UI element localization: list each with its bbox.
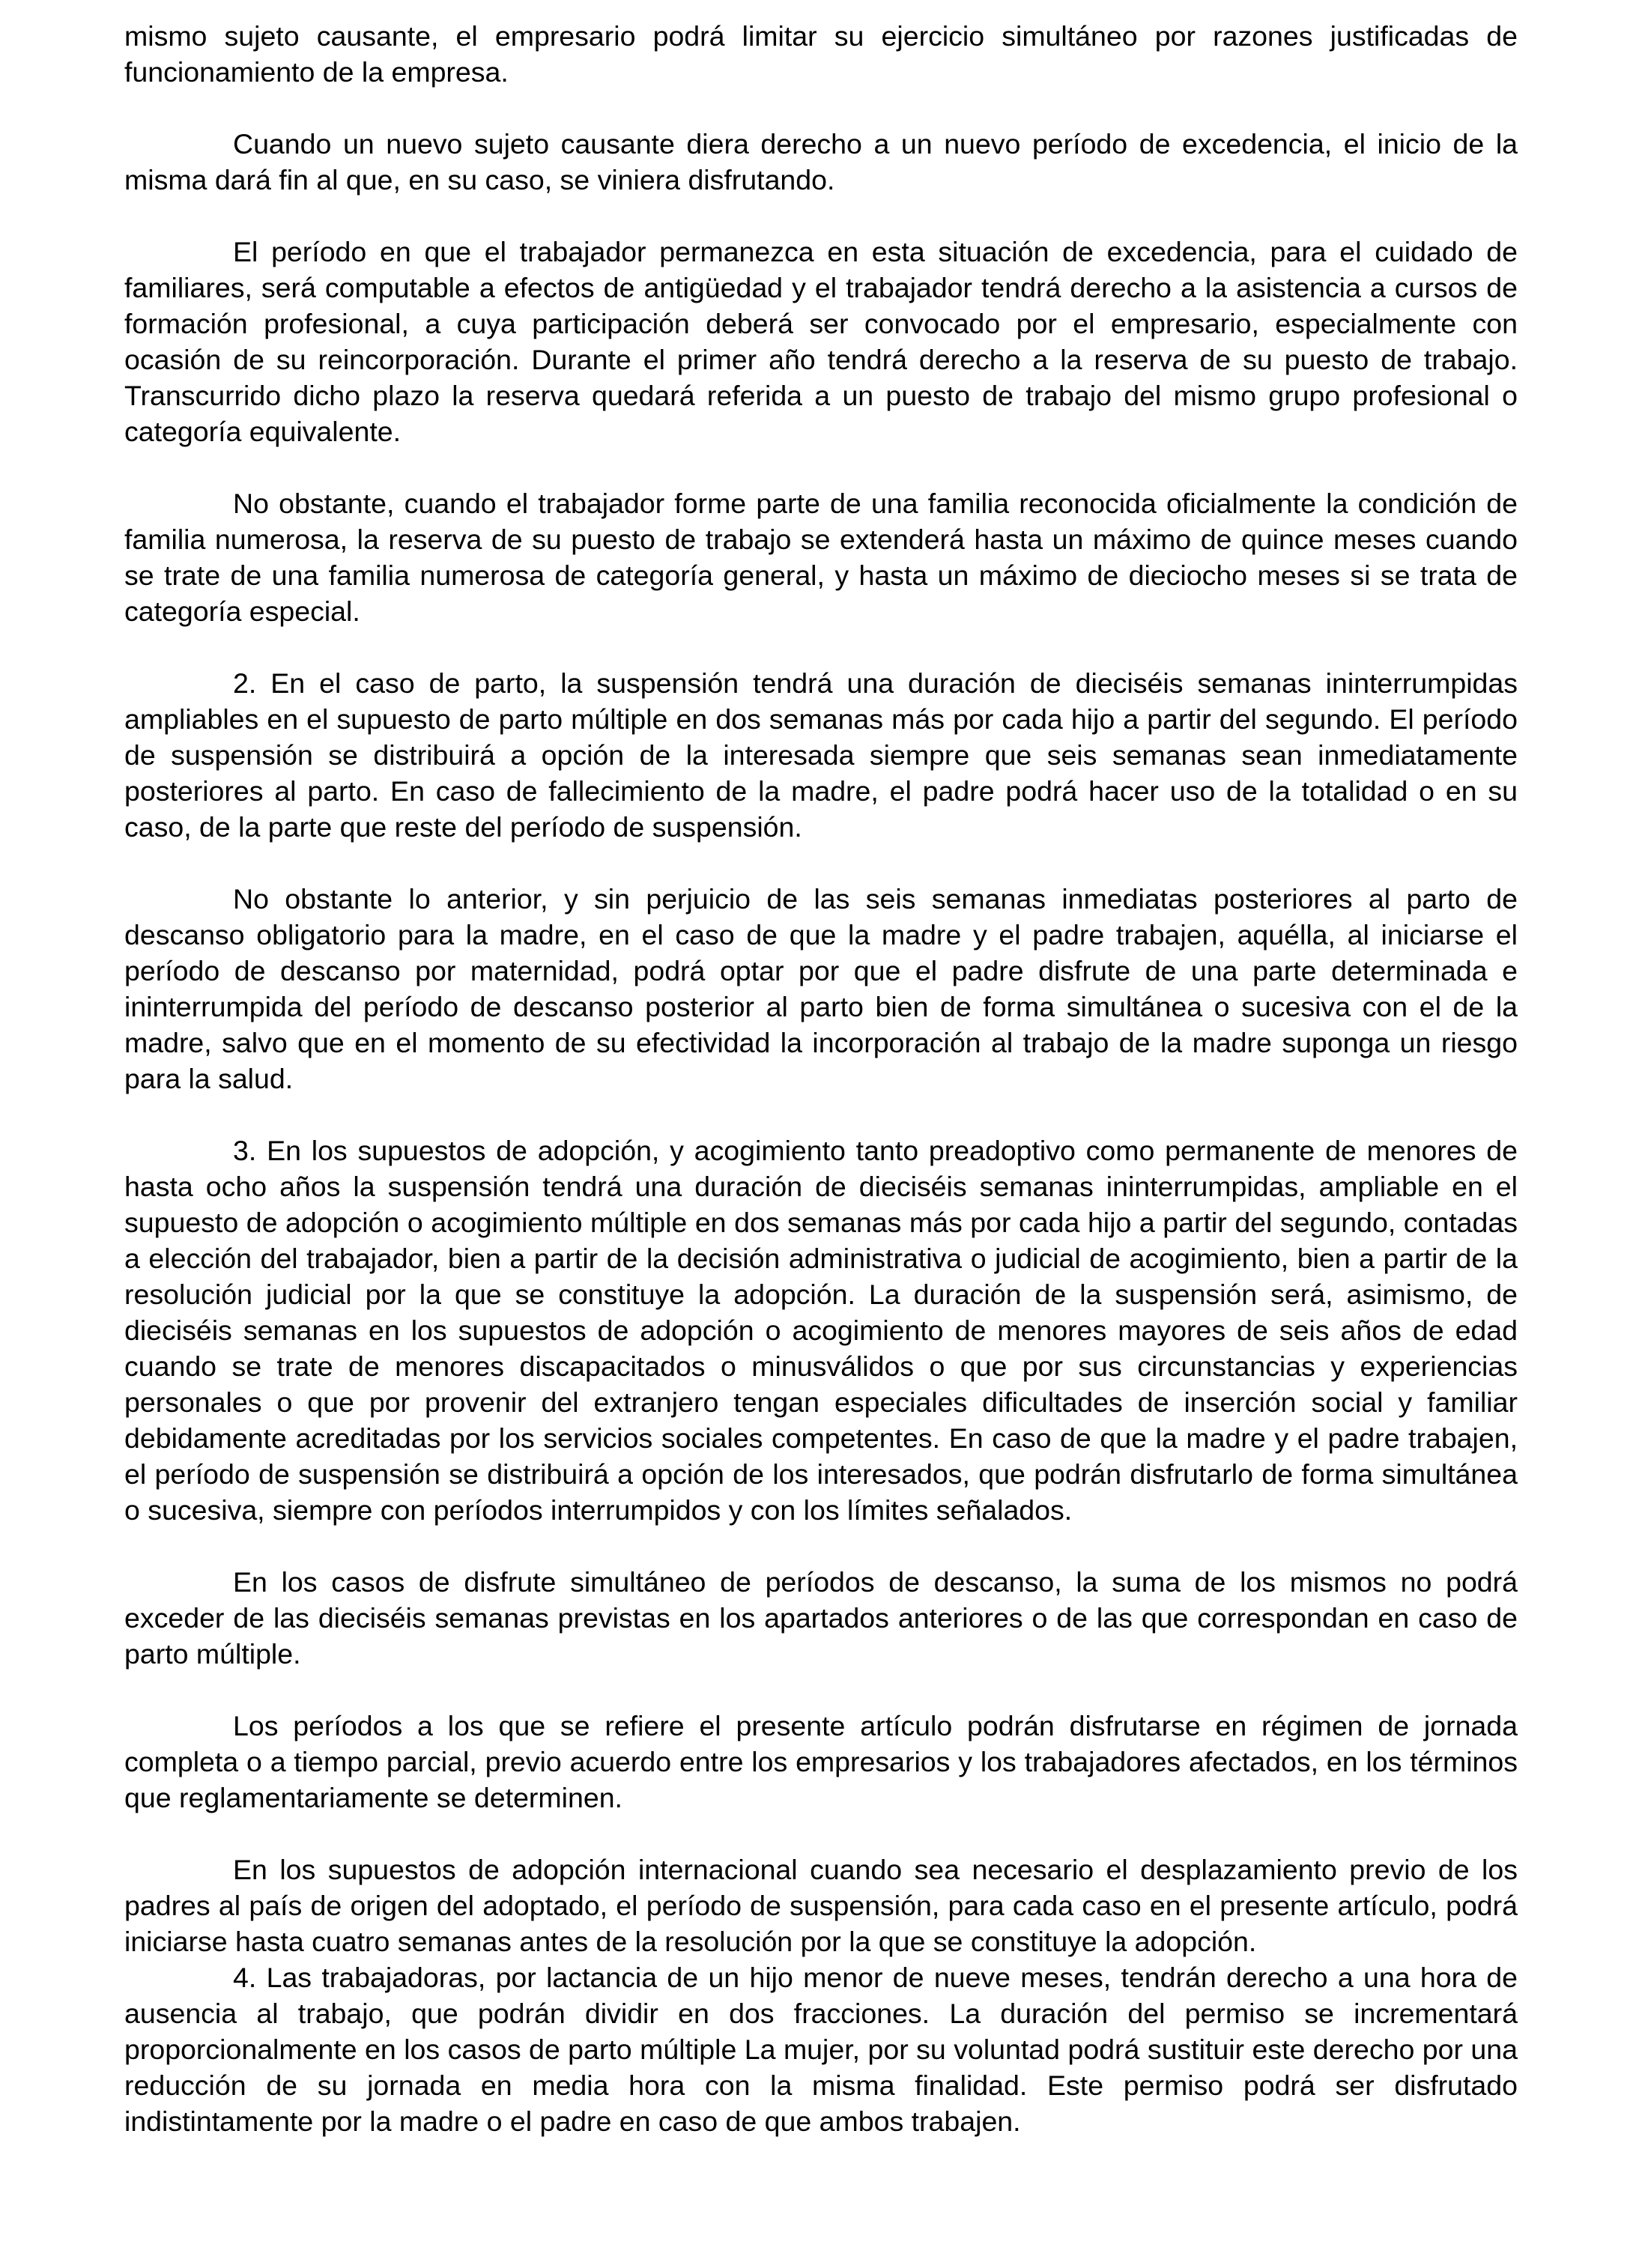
paragraph-familia-numerosa: No obstante, cuando el trabajador forme parte de una familia reconocida oficialmente la condición de familia numerosa, la reserva de su puesto de trabajo se extenderá hasta un máximo de quince meses cuando se trate de una familia numerosa de categoría general, y hasta un máximo de dieciocho meses si se trata de categoría especial. [124, 488, 1518, 627]
document-page [124, 18, 1518, 2139]
paragraph-jornada-completa: Los períodos a los que se refiere el presente artículo podrán disfrutarse en régimen de jornada completa o a tiempo parcial, previo acuerdo entre los empresarios y los trabajadores afectados, en los términos que reglamentariamente se determinen. [124, 1710, 1518, 1813]
paragraph-new-subject-excedencia: Cuando un nuevo sujeto causante diera derecho a un nuevo período de excedencia, el inicio de la misma dará fin al que, en su caso, se viniera disfrutando. [124, 128, 1518, 195]
paragraph-section-4-lactancia: 4. Las trabajadoras, por lactancia de un hijo menor de nueve meses, tendrán derecho a una hora de ausencia al trabajo, que podrán dividir en dos fracciones. La duración del permiso se incrementará proporcionalmente en los casos de parto múltiple La mujer, por su voluntad podrá sustituir este derecho por una reducción de su jornada en media hora con la misma finalidad. Este permiso podrá ser disfrutado indistintamente por la madre o el padre en caso de que ambos trabajen. [124, 1962, 1518, 2137]
paragraph-section-2-parto: 2. En el caso de parto, la suspensión tendrá una duración de dieciséis semanas ininterrumpidas ampliables en el supuesto de parto múltiple en dos semanas más por cada hijo a partir del segundo. El período de suspensión se distribuirá a opción de la interesada siempre que seis semanas sean inmediatamente posteriores al parto. En caso de fallecimiento de la madre, el padre podrá hacer uso de la totalidad o en su caso, de la parte que reste del período de suspensión. [124, 667, 1518, 843]
paragraph-descanso-padre: No obstante lo anterior, y sin perjuicio de las seis semanas inmediatas posteriores al parto de descanso obligatorio para la madre, en el caso de que la madre y el padre trabajen, aquélla, al iniciarse el período de descanso por maternidad, podrá optar por que el padre disfrute de una parte determinada e ininterrumpida del período de descanso posterior al parto bien de forma simultánea o sucesiva con el de la madre, salvo que en el momento de su efectividad la incorporación al trabajo de la madre suponga un riesgo para la salud. [124, 883, 1518, 1094]
paragraph-section-3-adopcion: 3. En los supuestos de adopción, y acogimiento tanto preadoptivo como permanente de menores de hasta ocho años la suspensión tendrá una duración de dieciséis semanas ininterrumpidas, ampliable en el supuesto de adopción o acogimiento múltiple en dos semanas más por cada hijo a partir del segundo, contadas a elección del trabajador, bien a partir de la decisión administrativa o judicial de acogimiento, bien a partir de la resolución judicial por la que se constituye la adopción. La duración de la suspensión será, asimismo, de dieciséis semanas en los supuestos de adopción o acogimiento de menores mayores de seis años de edad cuando se trate de menores discapacitados o minusválidos o que por sus circunstancias y experiencias personales o que por provenir del extranjero tengan especiales dificultades de inserción social y familiar debidamente acreditadas por los servicios sociales competentes. En caso de que la madre y el padre trabajen, el período de suspensión se distribuirá a opción de los interesados, que podrán disfrutarlo de forma simultánea o sucesiva, siempre con períodos interrumpidos y con los límites señalados. [124, 1135, 1518, 1526]
paragraph-continuation: mismo sujeto causante, el empresario podrá limitar su ejercicio simultáneo por razones justificadas de funcionamiento de la empresa. [124, 20, 1518, 88]
paragraph-disfrute-simultaneo: En los casos de disfrute simultáneo de períodos de descanso, la suma de los mismos no podrá exceder de las dieciséis semanas previstas en los apartados anteriores o de las que correspondan en caso de parto múltiple. [124, 1566, 1518, 1670]
paragraph-adopcion-internacional: En los supuestos de adopción internacional cuando sea necesario el desplazamiento previo de los padres al país de origen del adoptado, el período de suspensión, para cada caso en el presente artículo, podrá iniciarse hasta cuatro semanas antes de la resolución por la que se constituye la adopción. [124, 1854, 1518, 1957]
paragraph-excedencia-period: El período en que el trabajador permanezca en esta situación de excedencia, para el cuidado de familiares, será computable a efectos de antigüedad y el trabajador tendrá derecho a la asistencia a cursos de formación profesional, a cuya participación deberá ser convocado por el empresario, especialmente con ocasión de su reincorporación. Durante el primer año tendrá derecho a la reserva de su puesto de trabajo. Transcurrido dicho plazo la reserva quedará referida a un puesto de trabajo del mismo grupo profesional o categoría equivalente. [124, 236, 1518, 447]
